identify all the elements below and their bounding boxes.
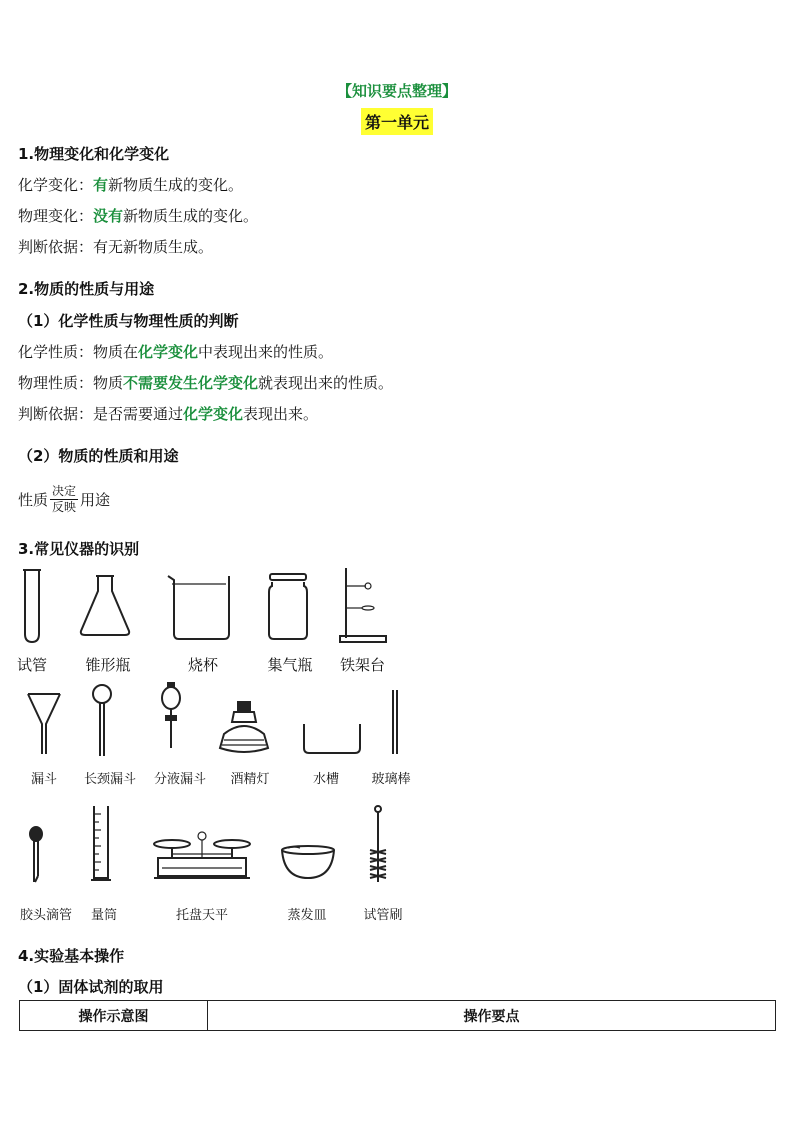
relation-right: 用途 [80,491,111,509]
label-long-neck-funnel: 长颈漏斗 [83,772,136,787]
text: 就表现出来的性质。 [258,374,394,392]
funnel-icon [26,690,62,756]
label: 物理变化： [18,207,94,225]
emphasis: 有 [93,176,109,194]
label-balance: 托盘天平 [175,908,228,923]
section-2-heading: 2.物质的性质与用途 [18,280,155,298]
label-measuring-cylinder: 量筒 [90,908,117,923]
text: 中表现出来的性质。 [198,343,334,361]
document-title: 【知识要点整理】 [336,82,457,100]
long-neck-funnel-icon [90,682,114,758]
glass-rod-icon [390,688,400,756]
emphasis: 不需要发生化学变化 [123,374,259,392]
label-test-tube-brush: 试管刷 [363,908,403,923]
physical-property-line [18,372,393,393]
gas-jar-icon [266,572,310,642]
text: 判断依据：是否需要通过 [18,405,184,423]
section-1-heading: 1.物理变化和化学变化 [18,145,170,163]
test-tube-brush-icon [366,804,390,884]
unit-title: 第一单元 [361,108,433,135]
relation-left: 性质 [18,491,49,509]
operation-table [19,1000,776,1031]
label-test-tube: 试管 [16,656,47,674]
property-use-relation [18,484,110,515]
text: 表现出来。 [243,405,319,423]
beaker-icon [166,574,232,642]
subsection-2-2-heading: （2）物质的性质和用途 [18,447,179,465]
text: 物理性质：物质 [18,374,124,392]
subsection-2-1-heading: （1）化学性质与物理性质的判断 [18,312,239,330]
dropper-icon [28,826,44,884]
label: 化学变化： [18,176,94,194]
relation-arrows [50,484,78,515]
evaporating-dish-icon [280,844,336,882]
emphasis: 化学变化 [138,343,199,361]
text: 化学性质：物质在 [18,343,139,361]
label-glass-rod: 玻璃棒 [371,772,411,787]
text: 新物质生成的变化。 [108,176,244,194]
relation-top: 决定 [52,484,77,498]
label-water-trough: 水槽 [312,772,339,787]
label-evaporating-dish: 蒸发皿 [287,908,327,923]
label-gas-jar: 集气瓶 [267,656,313,674]
table-header-points: 操作要点 [463,1008,520,1025]
balance-icon [150,828,254,884]
label-separatory-funnel: 分液漏斗 [153,772,206,787]
section-4-heading: 4.实验基本操作 [18,947,125,965]
test-tube-icon [22,568,42,644]
text: 新物质生成的变化。 [123,207,259,225]
label-dropper: 胶头滴管 [19,908,72,923]
criterion-line-2 [18,403,318,424]
measuring-cylinder-icon [90,804,112,884]
water-trough-icon [302,722,362,756]
section-3-heading: 3.常见仪器的识别 [18,540,140,558]
subsection-4-1-heading: （1）固体试剂的取用 [18,978,164,996]
relation-bottom: 反映 [52,500,77,514]
physical-change-line [18,205,258,226]
alcohol-lamp-icon [216,700,272,756]
chemical-property-line [18,341,333,362]
label-conical-flask: 锥形瓶 [85,656,131,674]
iron-stand-icon [338,566,388,644]
label-alcohol-lamp: 酒精灯 [230,772,270,787]
conical-flask-icon [78,573,132,637]
table-header-diagram: 操作示意图 [20,1001,208,1030]
label-iron-stand: 铁架台 [339,656,385,674]
unit-title-wrap [0,108,794,135]
emphasis: 没有 [93,207,124,225]
emphasis: 化学变化 [183,405,244,423]
criterion-line-1: 判断依据：有无新物质生成。 [18,238,214,256]
label-beaker: 烧杯 [187,656,218,674]
separatory-funnel-icon [156,682,186,750]
label-funnel: 漏斗 [30,772,57,787]
chemical-change-line [18,174,243,195]
